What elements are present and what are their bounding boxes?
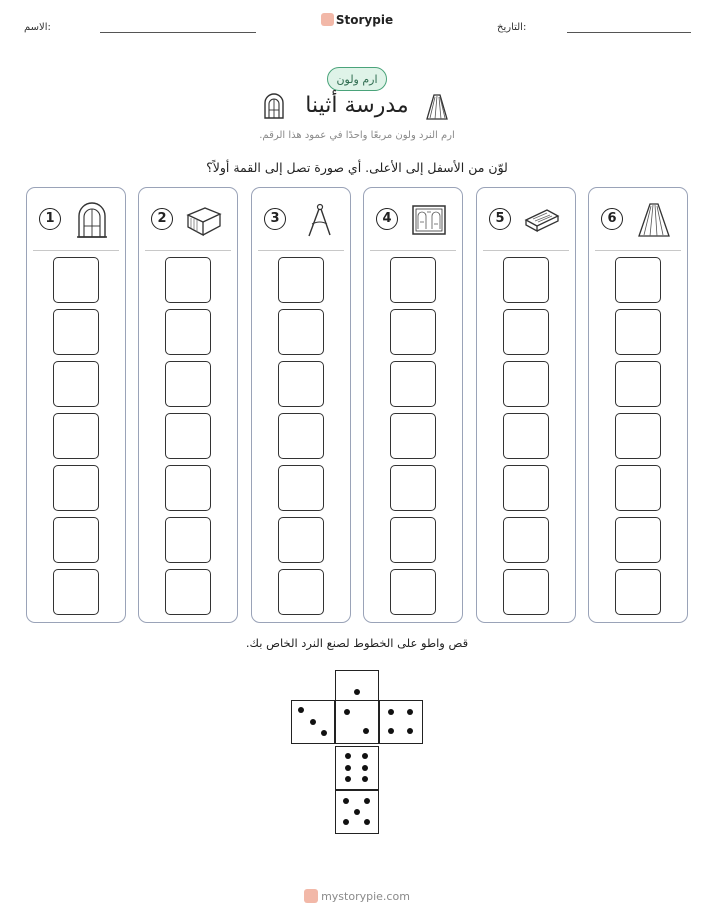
- color-cell[interactable]: [615, 569, 661, 615]
- color-cell[interactable]: [615, 517, 661, 563]
- color-cell[interactable]: [53, 465, 99, 511]
- book-icon: [185, 202, 223, 238]
- color-cell[interactable]: [53, 257, 99, 303]
- die-pip: [407, 709, 413, 715]
- color-cell[interactable]: [278, 569, 324, 615]
- color-cell[interactable]: [278, 361, 324, 407]
- arch-window-icon: [73, 202, 111, 238]
- die-pip: [343, 798, 349, 804]
- die-pip: [388, 709, 394, 715]
- die-pip: [362, 776, 368, 782]
- page-title: مدرسة أثينا: [305, 93, 409, 118]
- cutout-instruction: قص واطو على الخطوط لصنع النرد الخاص بك.: [245, 636, 469, 650]
- color-cell[interactable]: [165, 517, 211, 563]
- column-5: [476, 187, 576, 623]
- color-cell[interactable]: [615, 413, 661, 459]
- column-number: 4: [376, 208, 398, 230]
- die-pip: [362, 765, 368, 771]
- die-pip: [343, 819, 349, 825]
- color-cell[interactable]: [390, 517, 436, 563]
- color-cell[interactable]: [278, 465, 324, 511]
- color-cell[interactable]: [53, 413, 99, 459]
- footer-url[interactable]: mystorypie.com: [321, 890, 410, 903]
- die-pip: [388, 728, 394, 734]
- tablet-icon: [523, 202, 561, 238]
- color-cell[interactable]: [53, 569, 99, 615]
- die-face-4: [379, 700, 423, 744]
- column-divider: [595, 250, 681, 251]
- column-divider: [145, 250, 231, 251]
- column-number: 3: [264, 208, 286, 230]
- brand-header: [0, 13, 714, 27]
- column-number: 2: [151, 208, 173, 230]
- die-face-3: [291, 700, 335, 744]
- color-cell[interactable]: [278, 309, 324, 355]
- color-cell[interactable]: [165, 309, 211, 355]
- color-cell[interactable]: [503, 413, 549, 459]
- roll-and-color-badge: ارم ولون: [327, 67, 387, 91]
- color-cell[interactable]: [390, 309, 436, 355]
- date-line[interactable]: [567, 32, 691, 33]
- subtitle: ارم النرد ولون مربعًا واحدًا في عمود هذا الرقم.: [259, 130, 455, 141]
- color-cell[interactable]: [390, 569, 436, 615]
- color-cell[interactable]: [503, 517, 549, 563]
- die-pip: [298, 707, 304, 713]
- color-cell[interactable]: [503, 569, 549, 615]
- color-cell[interactable]: [165, 569, 211, 615]
- die-pip: [345, 765, 351, 771]
- die-pip: [344, 709, 350, 715]
- column-1: [26, 187, 126, 623]
- color-cell[interactable]: [53, 361, 99, 407]
- title-cloak-icon: [424, 93, 450, 121]
- storypie-footer-logo-icon: [304, 889, 318, 903]
- die-pip: [364, 798, 370, 804]
- color-cell[interactable]: [390, 257, 436, 303]
- die-pip: [354, 809, 360, 815]
- color-cell[interactable]: [165, 465, 211, 511]
- color-cell[interactable]: [503, 361, 549, 407]
- color-cell[interactable]: [278, 517, 324, 563]
- die-pip: [362, 753, 368, 759]
- color-cell[interactable]: [390, 361, 436, 407]
- color-cell[interactable]: [278, 413, 324, 459]
- name-line[interactable]: [100, 32, 256, 33]
- die-pip: [363, 728, 369, 734]
- color-cell[interactable]: [53, 309, 99, 355]
- color-cell[interactable]: [390, 465, 436, 511]
- die-pip: [345, 753, 351, 759]
- column-divider: [258, 250, 344, 251]
- die-pip: [364, 819, 370, 825]
- color-cell[interactable]: [615, 309, 661, 355]
- column-divider: [33, 250, 119, 251]
- cloak-icon: [635, 202, 673, 238]
- name-label: الاسم:: [24, 22, 51, 33]
- die-pip: [354, 689, 360, 695]
- column-4: [363, 187, 463, 623]
- footer: [0, 889, 714, 903]
- die-pip: [310, 719, 316, 725]
- color-cell[interactable]: [278, 257, 324, 303]
- die-face-5: [335, 790, 379, 834]
- die-face-6: [335, 746, 379, 790]
- title-arch-window-icon: [262, 93, 286, 119]
- color-cell[interactable]: [615, 361, 661, 407]
- compass-icon: [298, 202, 336, 238]
- column-number: 5: [489, 208, 511, 230]
- color-cell[interactable]: [503, 257, 549, 303]
- color-cell[interactable]: [615, 465, 661, 511]
- color-cell[interactable]: [503, 309, 549, 355]
- storypie-logo-icon: [321, 13, 334, 26]
- fresco-icon: [410, 202, 448, 238]
- die-face-2: [335, 700, 379, 744]
- column-number: 1: [39, 208, 61, 230]
- date-label: التاريخ:: [497, 22, 527, 33]
- color-cell[interactable]: [165, 413, 211, 459]
- color-cell[interactable]: [165, 361, 211, 407]
- column-3: [251, 187, 351, 623]
- die-pip: [321, 730, 327, 736]
- color-cell[interactable]: [390, 413, 436, 459]
- column-number: 6: [601, 208, 623, 230]
- column-6: [588, 187, 688, 623]
- die-pip: [345, 776, 351, 782]
- color-cell[interactable]: [53, 517, 99, 563]
- color-cell[interactable]: [165, 257, 211, 303]
- color-cell[interactable]: [503, 465, 549, 511]
- question: لوّن من الأسفل إلى الأعلى. أي صورة تصل إلى القمة أولاً؟: [206, 160, 508, 175]
- die-pip: [407, 728, 413, 734]
- color-cell[interactable]: [615, 257, 661, 303]
- column-divider: [483, 250, 569, 251]
- brand-name: Storypie: [335, 13, 394, 27]
- column-2: [138, 187, 238, 623]
- column-divider: [370, 250, 456, 251]
